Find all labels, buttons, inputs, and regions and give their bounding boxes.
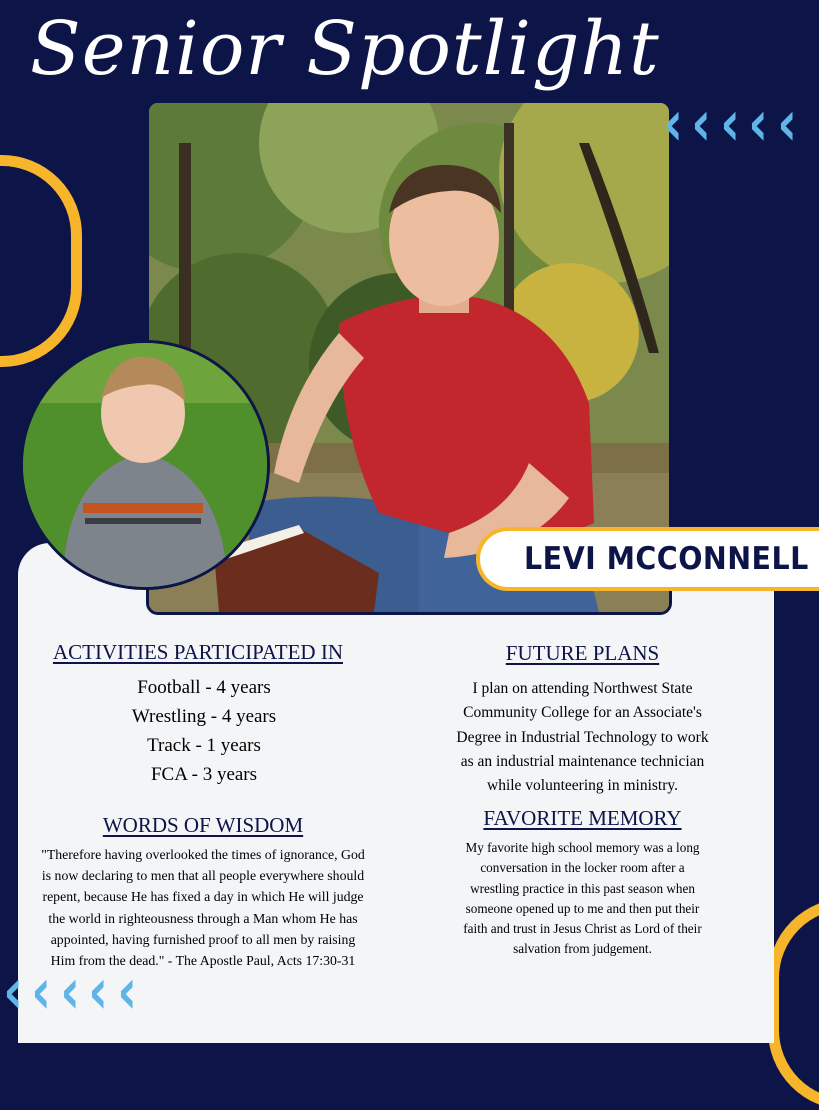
favorite-memory-heading: FAVORITE MEMORY: [483, 806, 682, 830]
text-line: wrestling practice in this past season when: [470, 880, 695, 896]
chevron-left-icon: ‹: [116, 955, 137, 1029]
text-line: as an industrial maintenance technician: [460, 752, 705, 770]
future-plans-heading: FUTURE PLANS: [505, 641, 660, 665]
chevron-left-icon: ‹: [720, 87, 740, 161]
words-of-wisdom-heading: WORDS OF WISDOM: [102, 813, 304, 837]
text-line: conversation in the locker room after a: [480, 860, 685, 876]
decorative-ring-right: [768, 898, 819, 1110]
decorative-chevrons-top: [660, 87, 800, 161]
text-line: while volunteering in ministry.: [487, 777, 678, 795]
activities-heading: ACTIVITIES PARTICIPATED IN: [52, 640, 344, 664]
text-line: repent, because He has fixed a day in which He will judge: [42, 889, 364, 905]
list-item: Track - 1 years: [147, 735, 261, 756]
text-line: the world in righteousness through a Man whom He has: [48, 910, 358, 926]
chevron-left-icon: ‹: [31, 955, 52, 1029]
chevron-left-icon: ‹: [60, 955, 80, 1029]
text-line: "Therefore having overlooked the times of ignorance, God: [41, 847, 365, 862]
text-line: is now declaring to men that all people everywhere should: [41, 868, 365, 884]
text-line: appointed, having furnished proof to all men by raising: [50, 931, 356, 947]
childhood-photo: [20, 340, 270, 590]
future-plans-text: [430, 677, 735, 798]
list-item: Football - 4 years: [137, 677, 271, 698]
words-of-wisdom-text: [30, 844, 376, 971]
text-line: Community College for an Associate's: [463, 704, 702, 722]
text-line: faith and trust in Jesus Christ as Lord of their: [463, 921, 702, 937]
page-title: Senior Spotlight: [30, 6, 660, 92]
chevron-left-icon: ‹: [88, 955, 109, 1029]
text-line: salvation from judgement.: [513, 941, 652, 957]
text-line: My favorite high school memory was a long: [465, 840, 700, 855]
chevron-left-icon: ‹: [663, 87, 684, 161]
text-line: Him from the dead." - The Apostle Paul, Acts 17:30-31: [50, 953, 356, 969]
list-item: Wrestling - 4 years: [131, 706, 277, 727]
student-name: LEVI MCCONNELL: [524, 541, 809, 577]
decorative-ring-left: [0, 155, 82, 367]
chevron-left-icon: ‹: [748, 87, 769, 161]
chevron-left-icon: ‹: [776, 87, 797, 161]
text-line: someone opened up to me and then put their: [465, 900, 700, 916]
favorite-memory-text: [445, 838, 720, 960]
text-line: Degree in Industrial Technology to work: [456, 728, 709, 746]
list-item: FCA - 3 years: [150, 764, 258, 785]
activities-list: [104, 673, 304, 789]
text-line: I plan on attending Northwest State: [472, 680, 693, 697]
chevron-left-icon: ‹: [3, 955, 24, 1029]
name-badge: [476, 527, 819, 591]
chevron-left-icon: ‹: [691, 87, 712, 161]
